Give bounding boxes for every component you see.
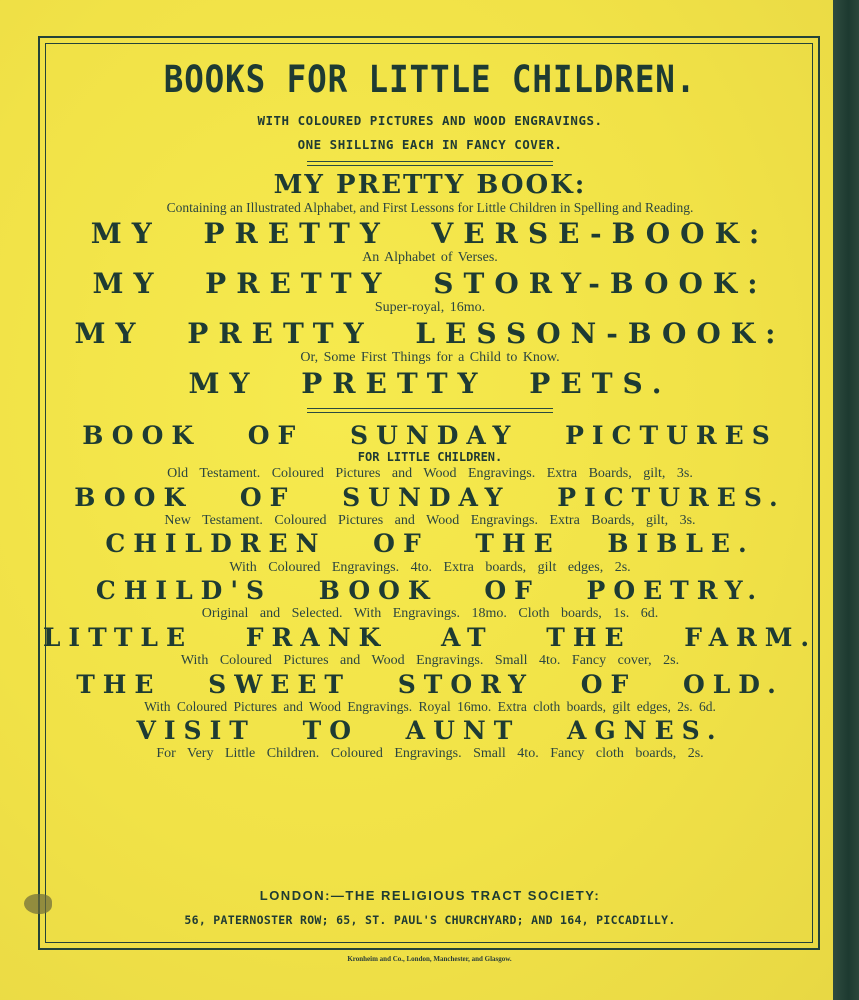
book-desc-verse-book: An Alphabet of Verses. — [362, 250, 498, 266]
book-title-sunday-pictures-nt: BOOK OF SUNDAY PICTURES. — [74, 482, 786, 512]
book-title-poetry: CHILD'S BOOK OF POETRY. — [95, 576, 765, 606]
publisher-line: LONDON:—THE RELIGIOUS TRACT SOCIETY: — [259, 888, 601, 903]
book-sub-sunday-pictures: FOR LITTLE CHILDREN. — [357, 450, 503, 465]
book-title-story-book: MY PRETTY STORY-BOOK: — [92, 266, 768, 300]
book-desc-pretty-book: Containing an Illustrated Alphabet, and First Lessons for Little Children in Spelling and Reading. — [166, 199, 694, 215]
book-title-lesson-book: MY PRETTY LESSON-BOOK: — [74, 316, 786, 350]
book-title-sunday-pictures-ot: BOOK OF SUNDAY PICTURES — [82, 420, 778, 450]
book-title-children-bible: CHILDREN OF THE BIBLE. — [105, 529, 755, 559]
book-desc-poetry: Original and Selected. With Engravings. 18mo. Cloth boards, 1s. 6d. — [201, 606, 659, 622]
book-desc-sunday-pictures-ot: Old Testament. Coloured Pictures and Wood Engravings. Extra Boards, gilt, 3s. — [167, 466, 693, 482]
advert-content — [40, 60, 820, 765]
book-desc-sunday-pictures-nt: New Testament. Coloured Pictures and Wood Engravings. Extra Boards, gilt, 3s. — [164, 512, 696, 528]
book-title-sweet-story: THE SWEET STORY OF OLD. — [76, 669, 784, 699]
book-spine — [833, 0, 859, 1000]
book-desc-lesson-book: Or, Some First Things for a Child to Know. — [300, 350, 560, 366]
subtitle-2: ONE SHILLING EACH IN FANCY COVER. — [297, 136, 563, 152]
book-title-little-frank: LITTLE FRANK AT THE FARM. — [42, 622, 818, 652]
divider-2 — [307, 408, 553, 413]
book-title-pretty-pets: MY PRETTY PETS. — [188, 366, 672, 400]
book-desc-children-bible: With Coloured Engravings. 4to. Extra boards, gilt edges, 2s. — [229, 559, 631, 575]
book-title-aunt-agnes: VISIT TO AUNT AGNES. — [136, 715, 724, 745]
publisher-address: 56, PATERNOSTER ROW; 65, ST. PAUL'S CHURCHYARD; AND 164, PICCADILLY. — [184, 913, 676, 927]
printer-credit: Kronheim and Co., London, Manchester, and Glasgow. — [347, 955, 512, 963]
book-title-verse-book: MY PRETTY VERSE-BOOK: — [90, 216, 770, 250]
book-desc-little-frank: With Coloured Pictures and Wood Engravings. Small 4to. Fancy cover, 2s. — [180, 653, 680, 669]
publisher-block — [40, 888, 820, 927]
book-desc-story-book: Super-royal, 16mo. — [374, 300, 486, 316]
page-title: BOOKS FOR LITTLE CHILDREN. — [163, 58, 697, 101]
book-desc-aunt-agnes: For Very Little Children. Coloured Engravings. Small 4to. Fancy cloth boards, 2s. — [156, 746, 704, 762]
book-desc-sweet-story: With Coloured Pictures and Wood Engravings. Royal 16mo. Extra cloth boards, gilt edges, 2s. 6d. — [144, 698, 716, 714]
book-title-pretty-book: MY PRETTY BOOK: — [273, 169, 587, 200]
divider-1 — [307, 161, 553, 166]
subtitle-1: WITH COLOURED PICTURES AND WOOD ENGRAVINGS. — [257, 112, 603, 128]
